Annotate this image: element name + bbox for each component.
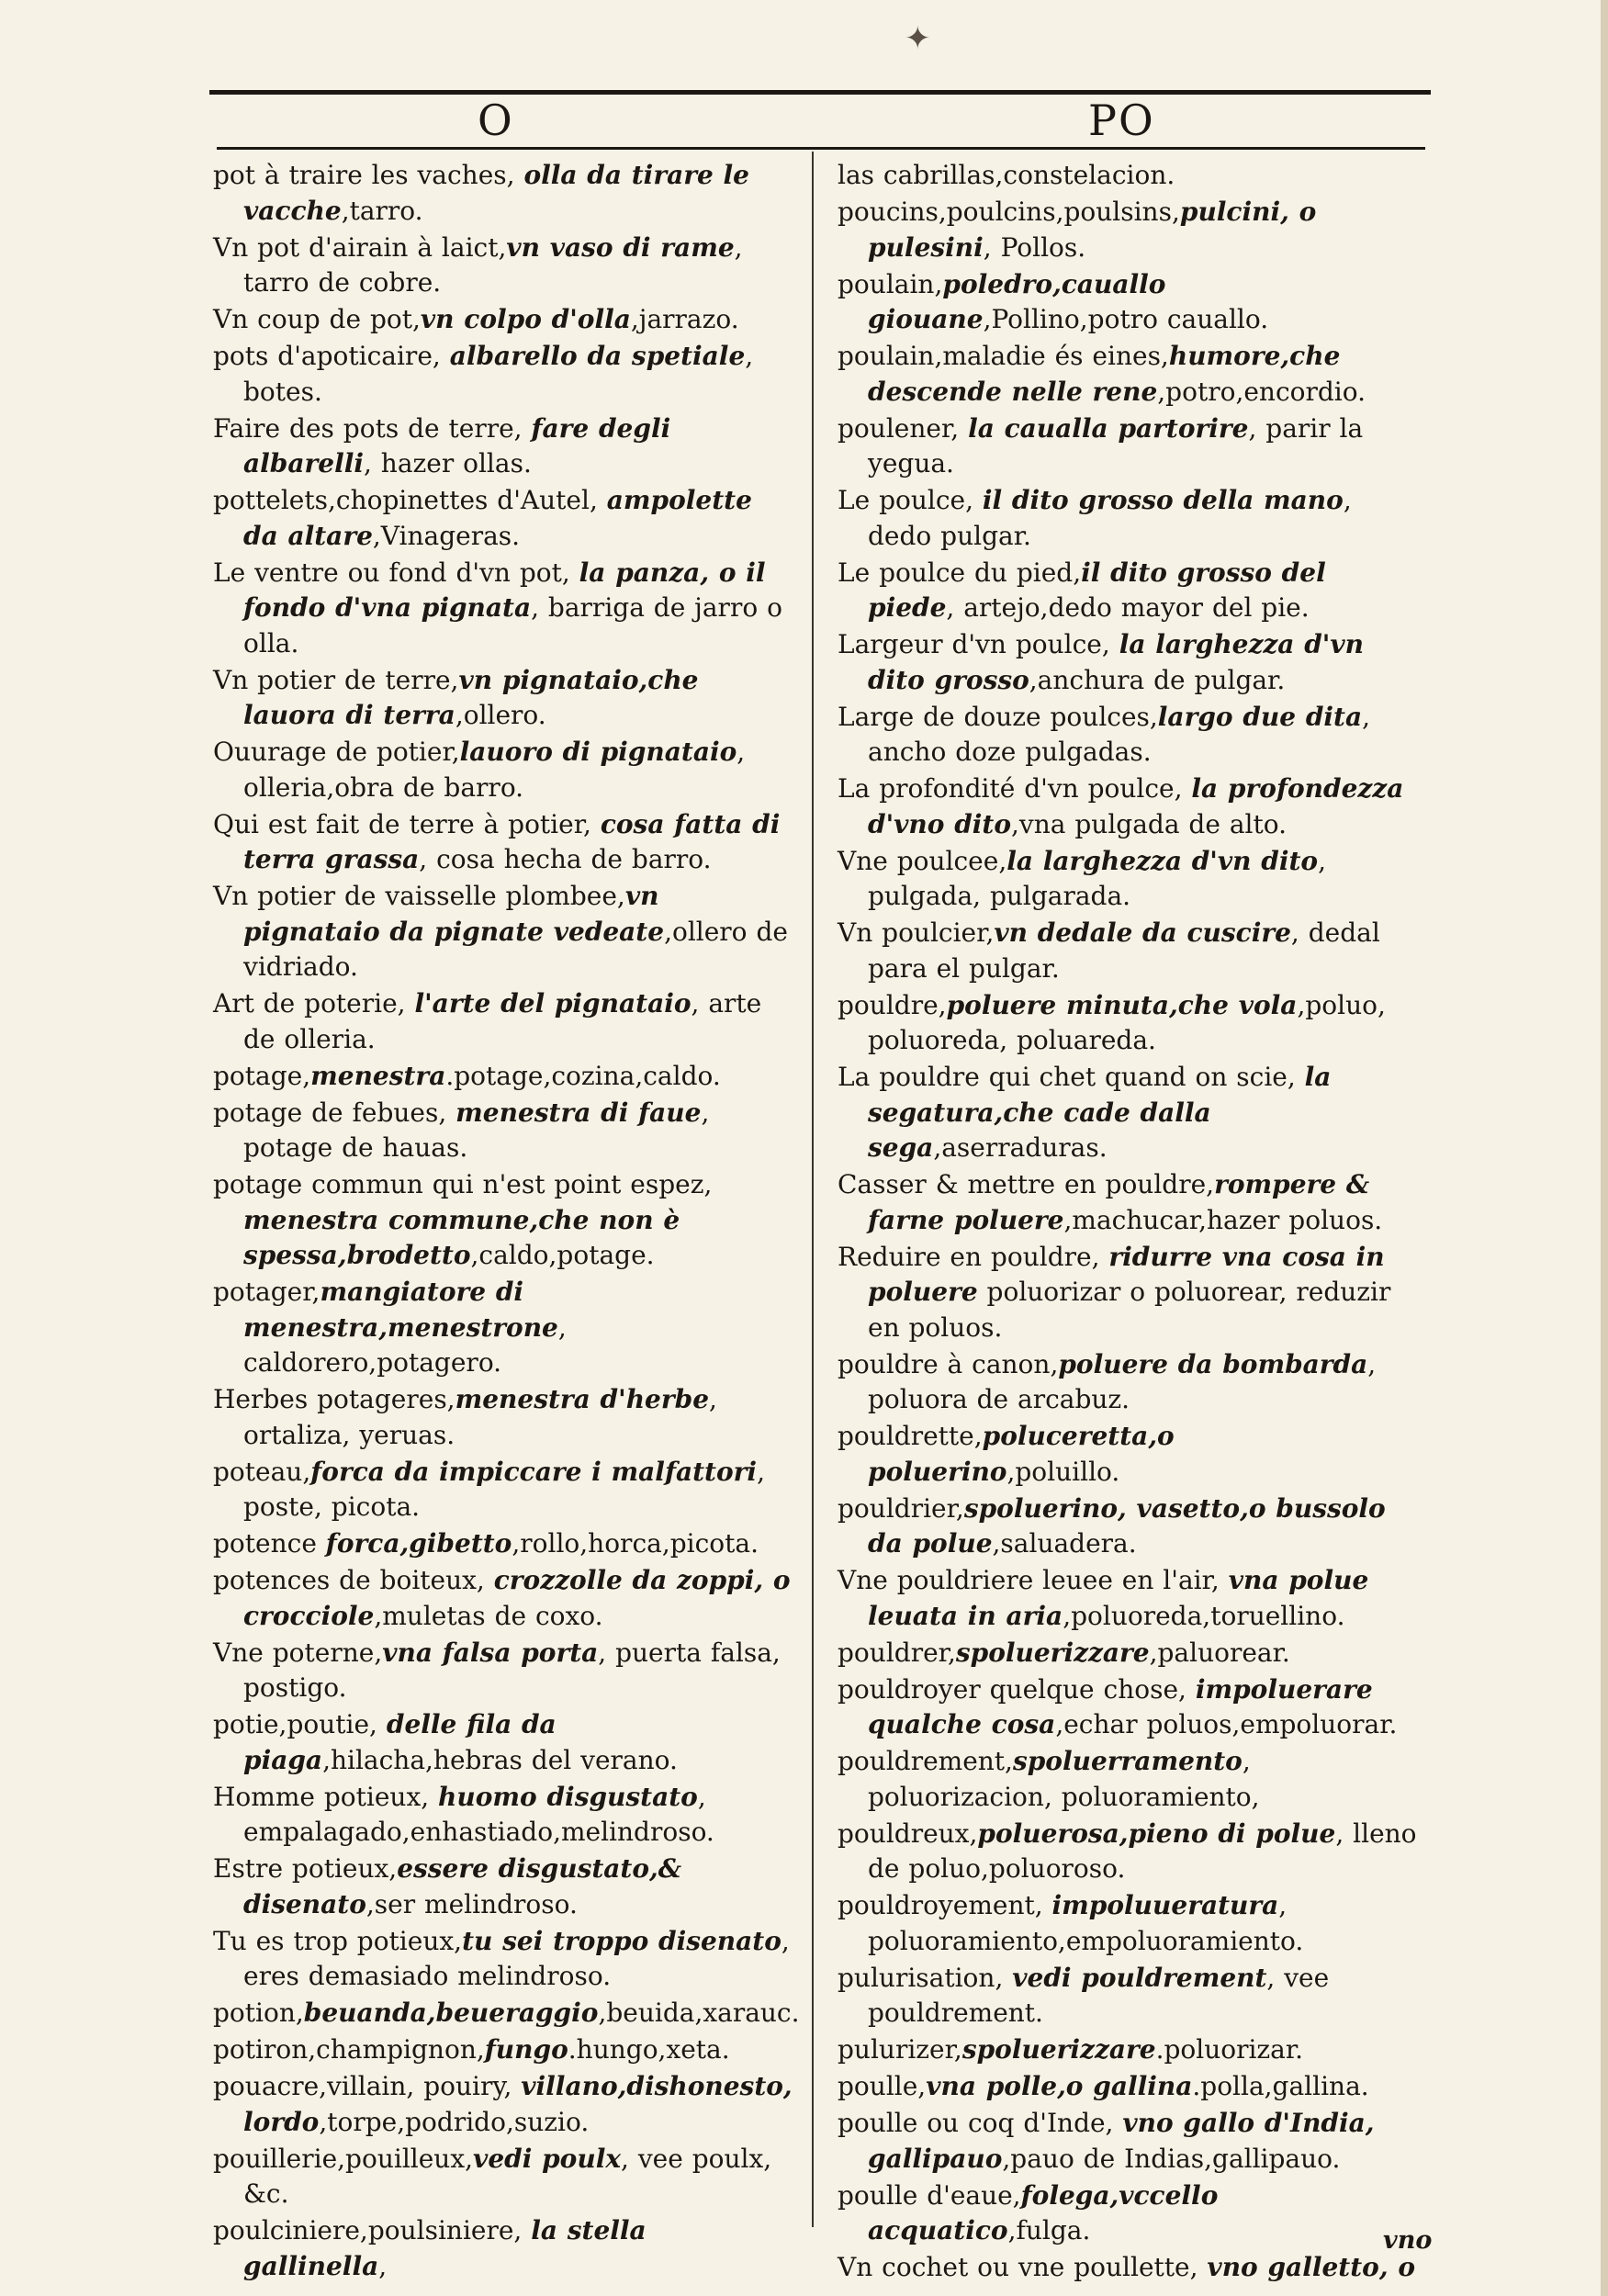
dictionary-entry (213, 483, 796, 554)
italian-gloss: spoluerramento (1012, 1746, 1243, 1776)
italian-gloss: vn colpo d'olla (420, 304, 631, 334)
headword-text: La profondité d'vn poulce, (838, 773, 1192, 804)
headword-text: Largeur d'vn poulce, (838, 629, 1119, 659)
header-underline (217, 147, 1425, 150)
headword-text: Vne poterne, (213, 1637, 383, 1668)
spanish-gloss: ,vna pulgada de alto. (1011, 808, 1287, 839)
spanish-gloss: ,caldo,potage. (470, 1240, 655, 1270)
dictionary-entry (838, 2250, 1421, 2286)
dictionary-entry (213, 231, 796, 301)
dictionary-entry (213, 411, 796, 482)
italian-gloss: fungo (484, 2034, 568, 2065)
left-running-head: O (478, 96, 514, 145)
dictionary-entry (213, 663, 796, 734)
italian-gloss: vedi pouldrement (1012, 1962, 1267, 1993)
headword-text: poulle ou coq d'Inde, (838, 2108, 1123, 2138)
right-column (838, 158, 1421, 2287)
dictionary-entry (838, 195, 1421, 265)
headword-text: poulener, (838, 412, 969, 444)
headword-text: potence (213, 1528, 326, 1559)
column-divider (812, 152, 814, 2227)
dictionary-entry (838, 1636, 1421, 1671)
italian-gloss: tu sei troppo disenato (462, 1925, 782, 1956)
dictionary-entry (213, 2069, 796, 2140)
headword-text: poulle, (838, 2071, 927, 2101)
headword-text: Homme potieux, (213, 1781, 439, 1812)
dictionary-entry (838, 2106, 1421, 2177)
italian-gloss: largo due dita (1157, 701, 1363, 732)
italian-gloss: menestra commune,che non è spessa,brodetto (243, 1204, 680, 1270)
italian-gloss: il dito grosso della mano (982, 485, 1344, 515)
headword-text: Casser & mettre en pouldre, (838, 1169, 1215, 1199)
dictionary-entry (838, 916, 1421, 986)
headword-text: potager, (213, 1277, 320, 1307)
spanish-gloss: ,echar poluos,empoluorar. (1055, 1709, 1398, 1739)
spanish-gloss: ,poluoreda,toruellino. (1063, 1600, 1345, 1631)
spanish-gloss: , dedal para el pulgar. (868, 917, 1380, 984)
headword-text: potion, (213, 1998, 304, 2028)
headword-text: potences de boiteux, (213, 1565, 494, 1595)
dictionary-entry (213, 302, 796, 338)
italian-gloss: spoluerino, vasetto,o bussolo da polue (868, 1492, 1386, 1559)
dictionary-entry (213, 1059, 796, 1095)
italian-gloss: vna polle,o gallina (926, 2071, 1193, 2101)
headword-text: Herbes potageres, (213, 1384, 455, 1414)
italian-gloss: la profondezza d'vno dito (868, 773, 1404, 839)
spanish-gloss: , artejo,dedo mayor del pie. (946, 592, 1310, 623)
spanish-gloss: ,torpe,podrido,suzio. (319, 2106, 590, 2137)
spanish-gloss: ,ser melindroso. (365, 1888, 578, 1919)
spanish-gloss: ,pauo de Indias,gallipauo. (1002, 2143, 1341, 2174)
headword-text: Vne poulcee, (838, 845, 1007, 876)
spanish-gloss: , olleria,obra de barro. (243, 737, 746, 803)
headword-text: potiron,champignon, (213, 2034, 485, 2065)
italian-gloss: spoluerizzare (955, 1637, 1150, 1668)
dictionary-entry (838, 1419, 1421, 1490)
italian-gloss: vn dedale da cuscire (994, 917, 1291, 948)
spanish-gloss: , poluoramiento,empoluoramiento. (868, 1890, 1304, 1956)
dictionary-entry (838, 1167, 1421, 1238)
italian-gloss: mangiatore di menestra,menestrone (243, 1277, 558, 1343)
dictionary-entry (838, 483, 1421, 554)
spanish-gloss: , ancho doze pulgadas. (868, 701, 1371, 767)
italian-gloss: poluerosa,pieno di polue (977, 1818, 1336, 1849)
dictionary-entry (213, 1707, 796, 1778)
spanish-gloss: ,ollero. (455, 700, 546, 730)
headword-text: Le ventre ou fond d'vn pot, (213, 557, 579, 588)
spanish-gloss: ,beuida,xarauc. (598, 1998, 800, 2028)
italian-gloss: lauoro di pignataio (459, 737, 737, 767)
spanish-gloss: ,anchura de pulgar. (1029, 664, 1286, 695)
headword-text: Qui est fait de terre à potier, (213, 808, 601, 839)
spanish-gloss: , puerta falsa, postigo. (243, 1637, 781, 1703)
italian-gloss: rompere & farne poluere (868, 1169, 1370, 1235)
spanish-gloss: ,Vinageras. (372, 520, 521, 551)
headword-text: pouldre à canon, (838, 1348, 1059, 1379)
headword-text: Faire des pots de terre, (213, 412, 532, 444)
dictionary-entry (213, 1851, 796, 1922)
dictionary-entry (838, 158, 1421, 194)
spanish-gloss: , arte de olleria. (243, 988, 762, 1054)
left-column (213, 158, 800, 2286)
headword-text: pulurizer, (838, 2034, 962, 2065)
spanish-gloss: , poluorizacion, poluoramiento, (868, 1746, 1260, 1812)
headword-text: pouldroyement, (838, 1890, 1052, 1920)
italian-gloss: forca,gibetto (325, 1528, 512, 1559)
headword-text: Reduire en pouldre, (838, 1241, 1109, 1272)
italian-gloss: vedi poulx (473, 2143, 622, 2174)
italian-gloss: poluceretta,o poluerino (868, 1421, 1175, 1487)
headword-text: pouldrer, (838, 1637, 956, 1668)
dictionary-entry (838, 2178, 1421, 2249)
headword-text: poulle d'eaue, (838, 2179, 1021, 2211)
headword-text: poulciniere,poulsiniere, (213, 2215, 532, 2245)
spanish-gloss: , (378, 2250, 388, 2281)
italian-gloss: il dito grosso del piede (868, 557, 1326, 623)
headword-text: potie,poutie, (213, 1709, 387, 1739)
headword-text: pouacre,villain, pouiry, (213, 2071, 522, 2101)
headword-text: Ouurage de potier, (213, 737, 460, 767)
dictionary-entry (213, 1996, 800, 2032)
dictionary-entry (838, 1672, 1421, 1743)
headword-text: Vn potier de terre, (213, 664, 459, 695)
headword-text: poucins,poulcins,poulsins, (838, 197, 1180, 227)
headword-text: potage, (213, 1060, 311, 1091)
headword-text: Vn coup de pot, (213, 304, 421, 334)
italian-gloss: la larghezza d'vn dito (1006, 845, 1319, 876)
dictionary-entry (838, 771, 1421, 842)
headword-text: pouldrette, (838, 1421, 983, 1451)
italian-gloss: l'arte del pignataio (414, 988, 692, 1019)
dictionary-entry (838, 1060, 1421, 1166)
headword-text: pottelets,chopinettes d'Autel, (213, 485, 607, 515)
italian-gloss: spoluerizzare (961, 2034, 1156, 2065)
spanish-gloss: , potage de hauas. (243, 1097, 710, 1163)
italian-gloss: la panza, o il fondo d'vna pignata (243, 557, 766, 623)
spanish-gloss: ,paluorear. (1149, 1637, 1290, 1668)
spanish-gloss: , cosa hecha de barro. (419, 844, 712, 874)
headword-text: pulurisation, (838, 1962, 1013, 1993)
dictionary-entry (838, 1347, 1421, 1418)
italian-gloss: beuanda,beueraggio (303, 1998, 599, 2028)
italian-gloss: poledro,cauallo giouane (868, 268, 1166, 334)
spanish-gloss: ,tarro. (341, 195, 423, 226)
italian-gloss: huomo disgustato (438, 1781, 698, 1812)
headword-text: Large de douze poulces, (838, 701, 1158, 732)
italian-gloss: vn vaso di rame (506, 231, 735, 263)
spanish-gloss: .polla,gallina. (1192, 2071, 1369, 2101)
catchword: vno (1383, 2226, 1433, 2255)
italian-gloss: poluere da bombarda (1058, 1348, 1368, 1379)
italian-gloss: la stella gallinella (243, 2215, 647, 2281)
italian-gloss: fare degli albarelli (243, 412, 671, 478)
italian-gloss: menestra di faue (455, 1097, 702, 1128)
dictionary-entry (838, 2032, 1421, 2068)
top-ornament: ✦ (905, 20, 931, 57)
headword-text: pot à traire les vaches, (213, 160, 524, 190)
headword-text: poteau, (213, 1456, 311, 1487)
dictionary-entry (213, 1455, 796, 1525)
italian-gloss: crozzolle da zoppi, o crocciole (243, 1565, 791, 1631)
dictionary-entry (213, 1924, 796, 1995)
spanish-gloss: ,muletas de coxo. (374, 1600, 603, 1631)
spanish-gloss: , pulgada, pulgarada. (868, 845, 1326, 911)
spanish-gloss: poluorizar o poluorear, reduzir en poluos. (868, 1277, 1391, 1343)
italian-gloss: ridurre vna cosa in poluere (868, 1241, 1385, 1307)
italian-gloss: menestra (310, 1060, 446, 1091)
headword-text: pouldroyer quelque chose, (838, 1673, 1196, 1705)
italian-gloss: vna falsa porta (382, 1637, 599, 1668)
dictionary-entry (838, 1563, 1421, 1634)
headword-text: Art de poterie, (213, 988, 415, 1019)
italian-gloss: humore,che descende nelle rene (868, 341, 1341, 407)
italian-gloss: folega,vccello acquatico (868, 2179, 1219, 2245)
spanish-gloss: , eres demasiado melindroso. (243, 1925, 790, 1991)
dictionary-entry (213, 556, 796, 662)
spanish-gloss: ,fulga. (1007, 2215, 1091, 2245)
italian-gloss: ampolette da altare (243, 485, 752, 551)
headword-text: pouldrier, (838, 1492, 964, 1524)
dictionary-entry (213, 1780, 796, 1851)
italian-gloss: albarello da spetiale (449, 341, 746, 371)
spanish-gloss: ,hilacha,hebras del verano. (322, 1744, 678, 1775)
headword-text: pouillerie,pouilleux, (213, 2143, 474, 2174)
dictionary-entry (838, 267, 1421, 338)
italian-gloss: vno galletto, o (1207, 2252, 1415, 2282)
spanish-gloss: , Pollos. (983, 231, 1086, 263)
dictionary-entry (213, 735, 796, 805)
dictionary-entry (213, 807, 796, 878)
headword-text: potage de febues, (213, 1097, 456, 1128)
dictionary-entry (213, 1526, 796, 1562)
spanish-gloss: , lleno de poluo,poluoroso. (868, 1818, 1417, 1884)
dictionary-entry (838, 1817, 1421, 1887)
italian-gloss: vno gallo d'India, gallipauo (868, 2108, 1375, 2174)
spanish-gloss: , dedo pulgar. (868, 485, 1352, 551)
dictionary-entry (838, 627, 1421, 698)
italian-gloss: olla da tirare le vacche (243, 160, 749, 226)
spanish-gloss: .potage,cozina,caldo. (445, 1060, 721, 1091)
spanish-gloss: , empalagado,enhastiado,melindroso. (243, 1781, 714, 1847)
headword-text: potage commun qui n'est point espez, (213, 1169, 713, 1199)
italian-gloss: menestra d'herbe (455, 1384, 710, 1414)
italian-gloss: cosa fatta di terra grassa (243, 808, 781, 874)
dictionary-entry (838, 844, 1421, 915)
spanish-gloss: , vee pouldrement. (868, 1962, 1330, 2028)
dictionary-entry (213, 2213, 796, 2284)
italian-gloss: delle fila da piaga (243, 1709, 557, 1775)
headword-text: pouldre, (838, 989, 947, 1020)
spanish-gloss: ,ollero de vidriado. (243, 916, 788, 982)
italian-gloss: villano,dishonesto, lordo (243, 2071, 793, 2137)
spanish-gloss: ,saluadera. (992, 1528, 1137, 1559)
dictionary-entry (213, 2142, 796, 2212)
italian-gloss: forca da impiccare i malfattori (310, 1456, 758, 1487)
dictionary-entry (213, 1167, 796, 1274)
dictionary-entry (838, 2069, 1421, 2105)
italian-gloss: vn pignataio,che lauora di terra (243, 664, 699, 730)
headword-text: Vn pot d'airain à laict, (213, 231, 507, 263)
italian-gloss: la segatura,che cade dalla sega (868, 1062, 1332, 1163)
dictionary-entry (838, 1240, 1421, 1346)
headword-text: las cabrillas,constelacion. (838, 160, 1175, 190)
spanish-gloss: ,poluillo. (1006, 1456, 1120, 1487)
spanish-gloss: , poste, picota. (243, 1456, 765, 1522)
spanish-gloss: , tarro de cobre. (243, 231, 743, 298)
spanish-gloss: , vee poulx, &c. (243, 2143, 772, 2209)
header-rule (209, 90, 1431, 95)
dictionary-entry (213, 1382, 796, 1453)
spanish-gloss: , ortaliza, yeruas. (243, 1384, 717, 1450)
italian-gloss: essere disgustato,& disenato (243, 1853, 682, 1919)
dictionary-entry (213, 1275, 796, 1381)
spanish-gloss: , barriga de jarro o olla. (243, 592, 782, 658)
dictionary-entry (213, 1096, 796, 1166)
italian-gloss: la caualla partorire (968, 412, 1249, 444)
spanish-gloss: ,aserraduras. (933, 1132, 1108, 1163)
headword-text: poulain,maladie és eines, (838, 341, 1169, 371)
dictionary-entry (838, 411, 1421, 482)
dictionary-entry (838, 1961, 1421, 2032)
spanish-gloss: ,rollo,horca,picota. (512, 1528, 759, 1559)
italian-gloss: la larghezza d'vn dito grosso (868, 629, 1364, 695)
spanish-gloss: ,potro,encordio. (1157, 376, 1366, 407)
dictionary-entry (838, 339, 1421, 410)
spanish-gloss: , botes. (243, 341, 754, 407)
headword-text: Le poulce, (838, 485, 983, 515)
italian-gloss: poluere minuta,che vola (946, 989, 1298, 1020)
headword-text: Vn cochet ou vne poullette, (838, 2252, 1208, 2282)
dictionary-entry (213, 1563, 796, 1634)
headword-text: La pouldre qui chet quand on scie, (838, 1062, 1305, 1092)
dictionary-entry (213, 339, 796, 410)
headword-text: poulain, (838, 268, 943, 299)
dictionary-entry (213, 158, 796, 229)
headword-text: Tu es trop potieux, (213, 1925, 463, 1956)
headword-text: Vn potier de vaisselle plombee, (213, 881, 625, 911)
italian-gloss: impoluerare qualche cosa (868, 1673, 1373, 1739)
dictionary-entry (838, 556, 1421, 626)
italian-gloss: pulcini, o pulesini (868, 197, 1317, 263)
spanish-gloss: , hazer ollas. (363, 448, 532, 478)
dictionary-entry (213, 1636, 796, 1706)
headword-text: pouldreux, (838, 1818, 978, 1849)
spanish-gloss: ,Pollino,potro cauallo. (983, 304, 1269, 334)
dictionary-entry (213, 879, 796, 985)
italian-gloss: impoluueratura (1051, 1890, 1279, 1920)
italian-gloss: vn pignataio da pignate vedeate (243, 881, 665, 947)
spanish-gloss: ,machucar,hazer poluos. (1063, 1204, 1383, 1235)
spanish-gloss: , poluora de arcabuz. (868, 1348, 1377, 1414)
headword-text: Vne pouldriere leuee en l'air, (838, 1565, 1229, 1595)
spanish-gloss: ,poluo, poluoreda, poluareda. (868, 989, 1386, 1055)
dictionary-entry (213, 986, 796, 1057)
page-edge (1601, 0, 1608, 2296)
dictionary-entry (838, 988, 1421, 1059)
headword-text: pots d'apoticaire, (213, 341, 450, 371)
dictionary-entry (838, 1744, 1421, 1815)
headword-text: Le poulce du pied, (838, 557, 1082, 588)
headword-text: Estre potieux, (213, 1853, 398, 1884)
spanish-gloss: , caldorero,potagero. (243, 1311, 567, 1378)
headword-text: pouldrement, (838, 1746, 1013, 1776)
spanish-gloss: .hungo,xeta. (568, 2034, 730, 2065)
dictionary-entry (838, 1491, 1421, 1562)
dictionary-entry (213, 2032, 796, 2068)
italian-gloss: vna polue leuata in aria (868, 1565, 1369, 1631)
dictionary-entry (838, 1888, 1421, 1959)
spanish-gloss: ,jarrazo. (630, 304, 739, 334)
spanish-gloss: .poluorizar. (1155, 2034, 1304, 2065)
spanish-gloss: , parir la yegua. (868, 412, 1364, 478)
dictionary-entry (838, 700, 1421, 771)
right-running-head: PO (1088, 96, 1155, 145)
headword-text: Vn poulcier, (838, 917, 995, 948)
